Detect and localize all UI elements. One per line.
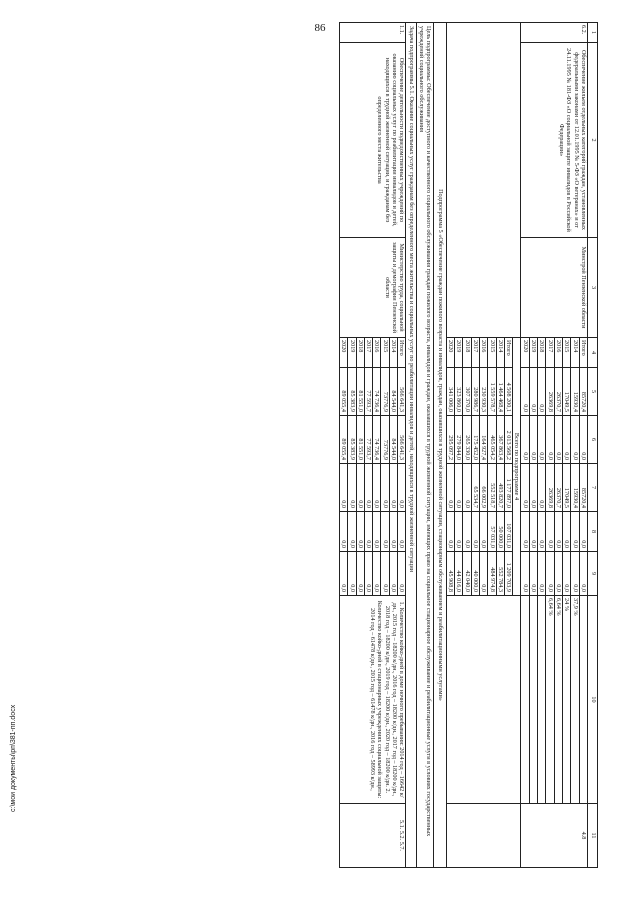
value-cell: 265 330,0: [463, 416, 471, 464]
value-cell: 295 097,2: [446, 416, 454, 464]
value-cell: 89 055,4: [339, 416, 347, 464]
value-cell: 73776,9: [381, 368, 389, 416]
value-cell: 0,0: [554, 416, 562, 464]
value-cell: 17049,5: [563, 368, 571, 416]
value-cell: 0,0: [579, 416, 587, 464]
value-cell: 465 054,2: [488, 416, 496, 464]
value-cell: 26370,7: [554, 368, 562, 416]
value-cell: 74 736,4: [373, 416, 381, 464]
col-header-4: 4: [588, 338, 598, 368]
value-cell: 566 641,3: [398, 416, 406, 464]
value-cell: 0,0: [373, 552, 381, 596]
value-cell: 367 863,4: [496, 416, 504, 464]
value-cell: 85720,4: [579, 464, 587, 512]
value-cell: 1 559 578,7: [488, 368, 496, 416]
reference-cell: 4.8: [521, 804, 588, 868]
value-cell: 0,0: [389, 464, 397, 512]
total-spacer: [446, 23, 521, 338]
value-cell: 1 464 468,4: [496, 368, 504, 416]
value-cell: 1 177 897,0: [504, 464, 512, 512]
value-cell: 566 641,3: [398, 368, 406, 416]
col-header-2: 2: [588, 43, 598, 238]
year-cell: 2014: [571, 338, 579, 368]
col-header-10: 10: [588, 596, 598, 804]
activity-name: Обеспечение жильем отдельных категорий граждан, установленных федеральными законами от 12.01.1995 № 5-ФЗ «О ветеранах» и от 24.11.1995 № 181-ФЗ «О социальной защите инвалидов в Российской Федерации»: [521, 43, 588, 238]
col-header-6: 6: [588, 416, 598, 464]
value-cell: 552 784,3: [496, 552, 504, 596]
year-cell: Итого: [504, 338, 512, 368]
year-cell: 2014: [389, 338, 397, 368]
value-cell: 0,0: [554, 512, 562, 552]
reference-cell: 5.1. 5.2. 5.7.: [339, 804, 406, 868]
value-cell: 0,0: [538, 512, 546, 552]
executor: Минстрой Пензенской области: [521, 238, 588, 338]
year-cell: 2015: [563, 338, 571, 368]
value-cell: 0,0: [381, 512, 389, 552]
total-label-row: [513, 23, 521, 868]
value-cell: 0,0: [521, 416, 529, 464]
value-cell: 279 844,0: [455, 416, 463, 464]
col-header-5: 5: [588, 368, 598, 416]
indicator-cell: 24 %: [563, 596, 571, 804]
value-cell: 15930,4: [571, 368, 579, 416]
value-cell: 85 383,9: [348, 416, 356, 464]
year-cell: 2019: [348, 338, 356, 368]
total-empty-cell: [446, 596, 521, 804]
value-cell: 0,0: [455, 512, 463, 552]
value-cell: 0,0: [529, 552, 537, 596]
column-number-row: [588, 23, 598, 868]
year-cell: 2016: [554, 338, 562, 368]
value-cell: 0,0: [373, 464, 381, 512]
value-cell: 341 006,0: [446, 368, 454, 416]
value-cell: 0,0: [538, 368, 546, 416]
value-cell: 0,0: [579, 552, 587, 596]
value-cell: 17049,5: [563, 464, 571, 512]
year-cell: 2017: [546, 338, 554, 368]
value-cell: 0,0: [364, 512, 372, 552]
value-cell: 0,0: [339, 512, 347, 552]
year-cell: 2019: [455, 338, 463, 368]
value-cell: 0,0: [579, 512, 587, 552]
value-cell: 0,0: [463, 464, 471, 512]
value-cell: 0,0: [538, 552, 546, 596]
value-cell: 1 209 703,9: [504, 552, 512, 596]
value-cell: 0,0: [571, 512, 579, 552]
value-cell: 0,0: [571, 416, 579, 464]
value-cell: 0,0: [546, 512, 554, 552]
item-number: 1.1.: [339, 23, 406, 43]
value-cell: 0,0: [538, 416, 546, 464]
indicator-cell: [521, 596, 529, 804]
value-cell: 0,0: [529, 512, 537, 552]
value-cell: 0,0: [398, 464, 406, 512]
value-cell: 0,0: [348, 512, 356, 552]
value-cell: 0,0: [538, 464, 546, 512]
year-cell: 2016: [479, 338, 487, 368]
value-cell: 164 927,4: [479, 416, 487, 464]
value-cell: 552 518,7: [488, 464, 496, 512]
value-cell: 0,0: [563, 416, 571, 464]
value-cell: 0,0: [521, 368, 529, 416]
executor: Министерство труда, социальной защиты и демографии Пензенской области: [339, 238, 406, 338]
value-cell: 0,0: [364, 464, 372, 512]
value-cell: 44 016,0: [455, 552, 463, 596]
value-cell: 84 544,0: [389, 368, 397, 416]
value-cell: 2 013 568,2: [504, 416, 512, 464]
value-cell: 0,0: [546, 416, 554, 464]
value-cell: 0,0: [446, 464, 454, 512]
year-cell: 2018: [463, 338, 471, 368]
value-cell: 107 031,0: [504, 512, 512, 552]
year-cell: 2016: [373, 338, 381, 368]
value-cell: 0,0: [521, 512, 529, 552]
col-header-11: 11: [588, 804, 598, 868]
value-cell: 45 908,8: [446, 552, 454, 596]
value-cell: 40 000,0: [471, 552, 479, 596]
value-cell: 0,0: [339, 464, 347, 512]
program-table: [339, 22, 598, 868]
indicator-cell: 6,64 %: [546, 596, 554, 804]
footer-file-path: c:\мои документы\рп\381-пп.docx: [10, 704, 17, 812]
total-label: Всего по подпрограмме 4: [513, 338, 521, 596]
value-cell: 0,0: [373, 512, 381, 552]
value-cell: 26370,7: [554, 464, 562, 512]
col-header-9: 9: [588, 552, 598, 596]
year-cell: 2020: [446, 338, 454, 368]
goal-row: [416, 23, 434, 868]
year-cell: Итого: [398, 338, 406, 368]
year-cell: 2020: [521, 338, 529, 368]
value-cell: 42 040,0: [463, 552, 471, 596]
year-cell: 2018: [356, 338, 364, 368]
rotated-table-sheet: [83, 22, 598, 867]
col-header-8: 8: [588, 512, 598, 552]
value-cell: 74 736,4: [373, 368, 381, 416]
value-cell: 0,0: [356, 512, 364, 552]
value-cell: 85 383,9: [348, 368, 356, 416]
value-cell: 65 534,7: [471, 464, 479, 512]
year-cell: 2018: [538, 338, 546, 368]
value-cell: 0,0: [529, 368, 537, 416]
value-cell: 0,0: [398, 552, 406, 596]
value-cell: 280 986,7: [471, 368, 479, 416]
indicator-cell: [529, 596, 537, 804]
indicator-cell: 1. Количество койко-дней в доме ночного пребывания: 2014 год – 16642 к/дн., 2015 год – 18200 к/дн., 2016 год – 18200 к/дн., 2017 год – 18200 к/дн., 2018 год – 18200 к/дн., 2019 год – 18200 к/дн., 2020 год – 18200 к/дн. 2. Количество койко-дней в стационарных учреждениях социальной защиты: 2014 год – 61478 к/дн., 2015 год – 61478 к/дн., 2016 год – 58993 к/дн.,: [339, 596, 406, 804]
value-cell: 73776,9: [381, 416, 389, 464]
value-cell: 50 000,0: [496, 512, 504, 552]
value-cell: 0,0: [521, 464, 529, 512]
value-cell: 0,0: [356, 464, 364, 512]
value-cell: 0,0: [546, 552, 554, 596]
year-cell: 2019: [529, 338, 537, 368]
value-cell: 0,0: [339, 552, 347, 596]
value-cell: 0,0: [446, 512, 454, 552]
value-cell: 0,0: [563, 552, 571, 596]
year-cell: 2015: [488, 338, 496, 368]
value-cell: 0,0: [348, 464, 356, 512]
value-cell: 0,0: [348, 552, 356, 596]
total-empty-cell: [446, 804, 521, 868]
value-cell: 89 055,4: [339, 368, 347, 416]
item-number: 6.2.: [521, 23, 588, 43]
year-cell: Итого: [579, 338, 587, 368]
value-cell: 84 544,0: [389, 416, 397, 464]
value-cell: 230 930,3: [479, 368, 487, 416]
value-cell: 0,0: [389, 552, 397, 596]
indicator-cell: 37,9 %: [571, 596, 579, 804]
col-header-3: 3: [588, 238, 598, 338]
year-cell: 2017: [471, 338, 479, 368]
indicator-cell: [538, 596, 546, 804]
value-cell: 26369,8: [546, 368, 554, 416]
value-cell: 0,0: [356, 552, 364, 596]
subprogram-row: [434, 23, 446, 868]
year-cell: 2020: [339, 338, 347, 368]
col-header-1: 1: [588, 23, 598, 43]
value-cell: 0,0: [554, 552, 562, 596]
year-cell: 2015: [381, 338, 389, 368]
value-cell: 0,0: [529, 464, 537, 512]
value-cell: 0,0: [381, 464, 389, 512]
indicator-cell: 6,64 %: [554, 596, 562, 804]
value-cell: 0,0: [398, 512, 406, 552]
value-cell: 0,0: [479, 512, 487, 552]
value-cell: 0,0: [455, 464, 463, 512]
indicator-cell: [579, 596, 587, 804]
value-cell: 0,0: [463, 512, 471, 552]
value-cell: 85720,4: [579, 368, 587, 416]
value-cell: 0,0: [521, 552, 529, 596]
value-cell: 0,0: [389, 512, 397, 552]
value-cell: 77 593,7: [364, 416, 372, 464]
task-row: [406, 23, 416, 868]
value-cell: 0,0: [381, 552, 389, 596]
value-cell: 57 031,0: [488, 512, 496, 552]
table-row: [398, 23, 406, 868]
value-cell: 0,0: [563, 512, 571, 552]
page-number: 86: [314, 22, 326, 34]
year-cell: 2014: [496, 338, 504, 368]
table-row: [579, 23, 587, 868]
activity-name: Обеспечение деятельности подведомственных учреждений по оказанию социальных услуг по реабилитации инвалидов и детей, находящихся в трудной жизненной ситуации, и гражданам без определенного места жительства: [339, 43, 406, 238]
year-cell: 2017: [364, 338, 372, 368]
value-cell: 0,0: [471, 512, 479, 552]
value-cell: 484 974,8: [488, 552, 496, 596]
col-header-7: 7: [588, 464, 598, 512]
value-cell: 175 452,0: [471, 416, 479, 464]
value-cell: 0,0: [571, 552, 579, 596]
value-cell: 0,0: [364, 552, 372, 596]
value-cell: 81 551,0: [356, 416, 364, 464]
value-cell: 81 551,0: [356, 368, 364, 416]
value-cell: 77 593,7: [364, 368, 372, 416]
value-cell: 307 370,0: [463, 368, 471, 416]
value-cell: 15930,4: [571, 464, 579, 512]
value-cell: 323 860,0: [455, 368, 463, 416]
subprogram-goal: Цель подпрограммы: Обеспечение доступного и качественного социального обслуживания граждан пожилого возраста, инвалидов и граждан, оказавшихся в трудной жизненной ситуации, имеющих право на социальное стационарное обслуживание и реабилитационные услуги в условиях государственных учреждений социального обслуживания: [416, 23, 434, 868]
value-cell: 0,0: [479, 552, 487, 596]
value-cell: 0,0: [529, 416, 537, 464]
subprogram-task: Задача подпрограммы 5.1. Оказание социальных услуг гражданам без определенного места жительства и социальных услуг по реабилитации инвалидов и детей, находящихся в трудной жизненной ситуации: [406, 23, 416, 868]
value-cell: 493 820,7: [496, 464, 504, 512]
subprogram-title: Подпрограмма 5 «Обеспечение граждан пожилого возраста и инвалидов, граждан, оказавшихся в трудной жизненной ситуации, стационарным обслуживанием и реабилитационными услугами»: [434, 23, 446, 868]
value-cell: 26369,8: [546, 464, 554, 512]
value-cell: 4 508 200,1: [504, 368, 512, 416]
value-cell: 66 002,9: [479, 464, 487, 512]
